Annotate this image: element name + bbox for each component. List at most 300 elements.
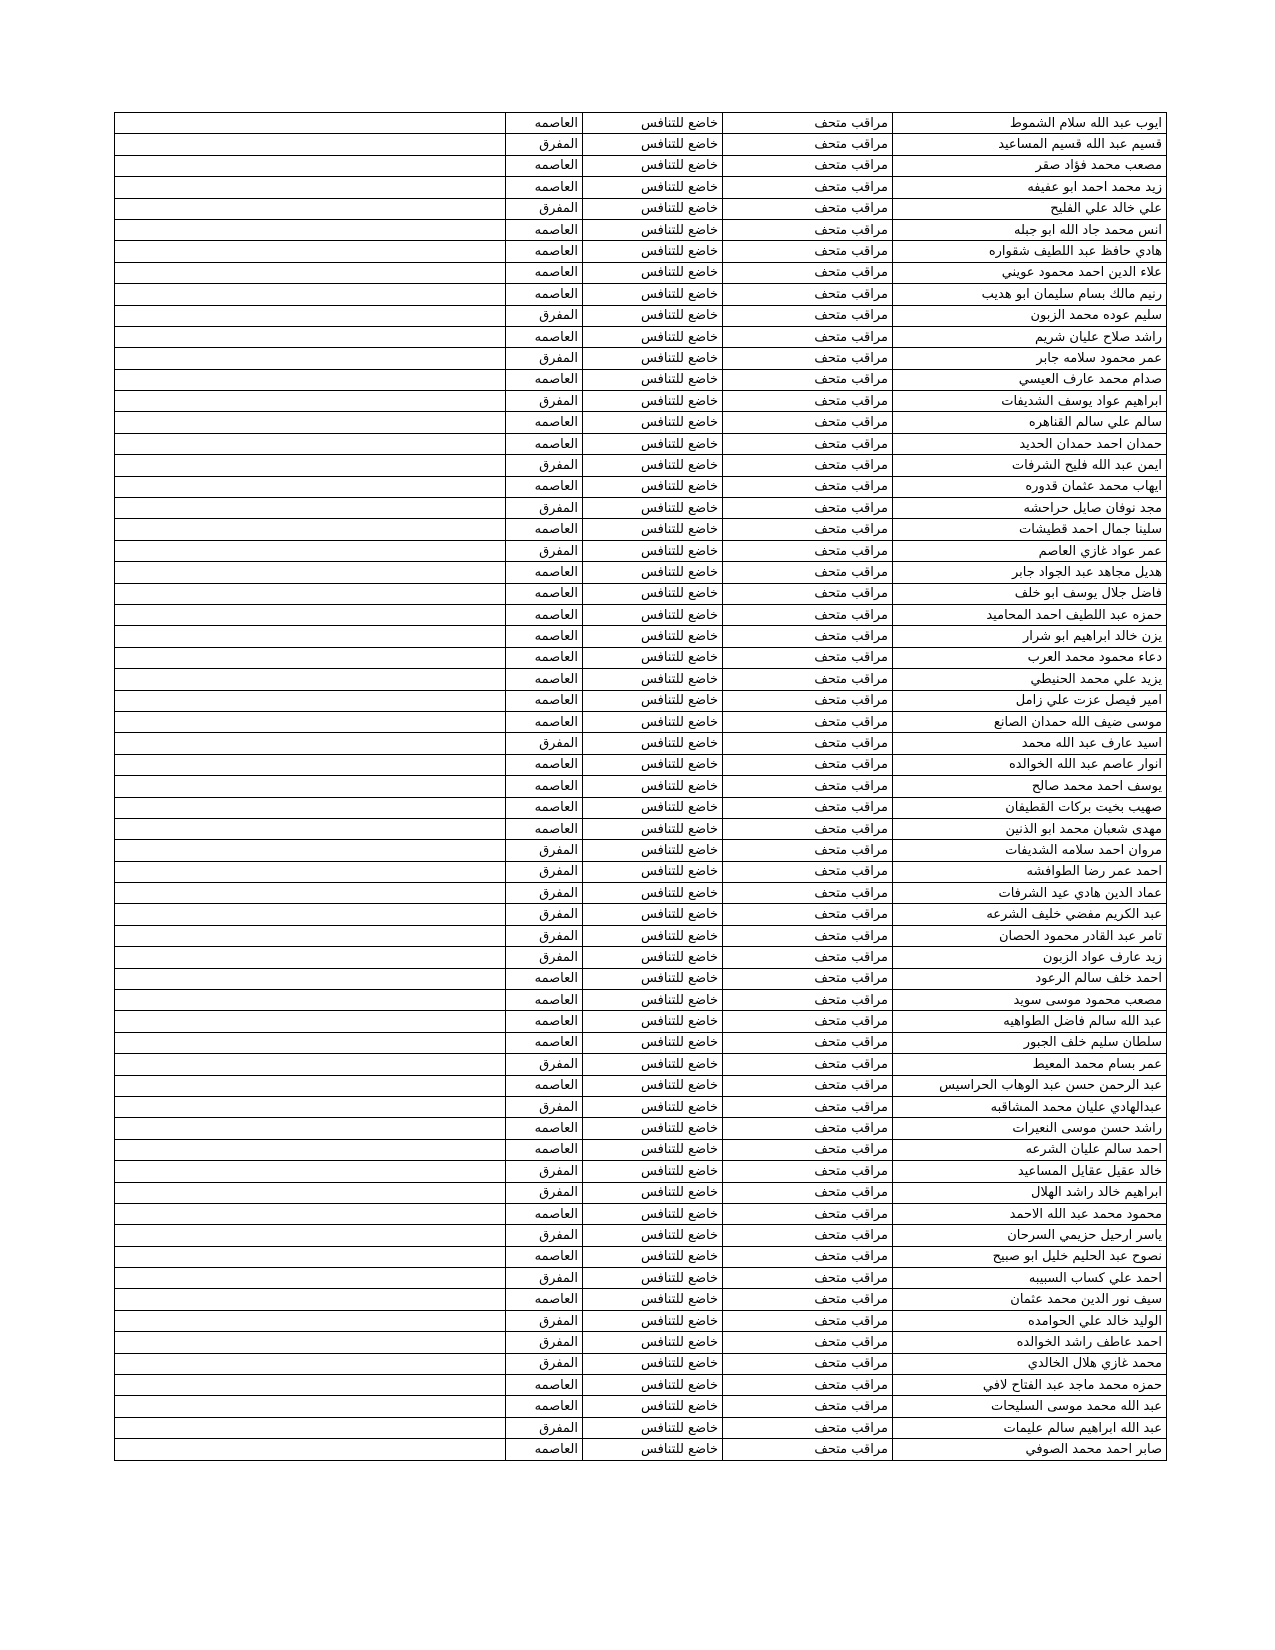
empty-cell (115, 1225, 506, 1246)
region-cell: العاصمه (506, 1375, 583, 1396)
table-row (115, 1161, 1167, 1182)
role-cell: مراقب متحف (723, 498, 893, 519)
table-row (115, 113, 1167, 134)
empty-cell (115, 904, 506, 925)
table-row (115, 177, 1167, 198)
table-row (115, 305, 1167, 326)
region-cell: العاصمه (506, 776, 583, 797)
region-cell: العاصمه (506, 1289, 583, 1310)
empty-cell (115, 113, 506, 134)
status-cell: خاضع للتنافس (583, 1096, 723, 1117)
role-cell: مراقب متحف (723, 412, 893, 433)
status-cell: خاضع للتنافس (583, 113, 723, 134)
role-cell: مراقب متحف (723, 155, 893, 176)
name-cell: عماد الدين هادي عيد الشرفات (893, 883, 1167, 904)
name-cell: صهيب بخيت بركات القطيفان (893, 797, 1167, 818)
role-cell: مراقب متحف (723, 262, 893, 283)
status-cell: خاضع للتنافس (583, 540, 723, 561)
table-row (115, 1075, 1167, 1096)
table-row (115, 433, 1167, 454)
status-cell: خاضع للتنافس (583, 369, 723, 390)
role-cell: مراقب متحف (723, 134, 893, 155)
status-cell: خاضع للتنافس (583, 155, 723, 176)
name-cell: سيف نور الدين محمد عثمان (893, 1289, 1167, 1310)
empty-cell (115, 690, 506, 711)
status-cell: خاضع للتنافس (583, 990, 723, 1011)
name-cell: صابر احمد محمد الصوفي (893, 1439, 1167, 1460)
role-cell: مراقب متحف (723, 883, 893, 904)
status-cell: خاضع للتنافس (583, 219, 723, 240)
name-cell: هديل مجاهد عبد الجواد جابر (893, 562, 1167, 583)
status-cell: خاضع للتنافس (583, 1203, 723, 1224)
name-cell: حمزه عبد اللطيف احمد المحاميد (893, 604, 1167, 625)
empty-cell (115, 498, 506, 519)
table-row (115, 219, 1167, 240)
table-row (115, 925, 1167, 946)
status-cell: خاضع للتنافس (583, 797, 723, 818)
status-cell: خاضع للتنافس (583, 647, 723, 668)
region-cell: العاصمه (506, 797, 583, 818)
name-cell: نصوح عبد الحليم خليل ابو صبيح (893, 1246, 1167, 1267)
status-cell: خاضع للتنافس (583, 861, 723, 882)
status-cell: خاضع للتنافس (583, 198, 723, 219)
region-cell: العاصمه (506, 219, 583, 240)
role-cell: مراقب متحف (723, 391, 893, 412)
empty-cell (115, 198, 506, 219)
region-cell: العاصمه (506, 604, 583, 625)
status-cell: خاضع للتنافس (583, 134, 723, 155)
name-cell: ايمن عبد الله فليح الشرفات (893, 455, 1167, 476)
table-row (115, 797, 1167, 818)
status-cell: خاضع للتنافس (583, 583, 723, 604)
role-cell: مراقب متحف (723, 647, 893, 668)
table-row (115, 604, 1167, 625)
region-cell: المفرق (506, 840, 583, 861)
empty-cell (115, 155, 506, 176)
status-cell: خاضع للتنافس (583, 669, 723, 690)
name-cell: عبدالهادي عليان محمد المشاقبه (893, 1096, 1167, 1117)
status-cell: خاضع للتنافس (583, 925, 723, 946)
role-cell: مراقب متحف (723, 733, 893, 754)
empty-cell (115, 562, 506, 583)
name-cell: عبد الله سالم فاضل الطواهيه (893, 1011, 1167, 1032)
empty-cell (115, 455, 506, 476)
table-row (115, 861, 1167, 882)
region-cell: العاصمه (506, 1246, 583, 1267)
role-cell: مراقب متحف (723, 925, 893, 946)
role-cell: مراقب متحف (723, 198, 893, 219)
name-cell: راشد حسن موسى النعيرات (893, 1118, 1167, 1139)
table-row (115, 1203, 1167, 1224)
role-cell: مراقب متحف (723, 348, 893, 369)
name-cell: حمدان احمد حمدان الحديد (893, 433, 1167, 454)
empty-cell (115, 391, 506, 412)
table-row (115, 498, 1167, 519)
status-cell: خاضع للتنافس (583, 1011, 723, 1032)
name-cell: علي خالد علي الفليح (893, 198, 1167, 219)
empty-cell (115, 134, 506, 155)
table-row (115, 1032, 1167, 1053)
table-row (115, 198, 1167, 219)
empty-cell (115, 883, 506, 904)
name-cell: راشد صلاح عليان شريم (893, 326, 1167, 347)
region-cell: العاصمه (506, 412, 583, 433)
region-cell: العاصمه (506, 113, 583, 134)
status-cell: خاضع للتنافس (583, 177, 723, 198)
status-cell: خاضع للتنافس (583, 498, 723, 519)
name-cell: عبد الله ابراهيم سالم عليمات (893, 1417, 1167, 1438)
empty-cell (115, 241, 506, 262)
region-cell: العاصمه (506, 647, 583, 668)
empty-cell (115, 968, 506, 989)
status-cell: خاضع للتنافس (583, 348, 723, 369)
status-cell: خاضع للتنافس (583, 968, 723, 989)
status-cell: خاضع للتنافس (583, 562, 723, 583)
name-cell: سلطان سليم خلف الجبور (893, 1032, 1167, 1053)
role-cell: مراقب متحف (723, 540, 893, 561)
region-cell: العاصمه (506, 690, 583, 711)
region-cell: المفرق (506, 391, 583, 412)
region-cell: المفرق (506, 1268, 583, 1289)
name-cell: انوار عاصم عبد الله الخوالده (893, 754, 1167, 775)
status-cell: خاضع للتنافس (583, 1396, 723, 1417)
table-row (115, 134, 1167, 155)
status-cell: خاضع للتنافس (583, 433, 723, 454)
empty-cell (115, 1203, 506, 1224)
region-cell: المفرق (506, 1353, 583, 1374)
table-row (115, 1439, 1167, 1460)
region-cell: المفرق (506, 947, 583, 968)
region-cell: المفرق (506, 733, 583, 754)
table-row (115, 711, 1167, 732)
empty-cell (115, 818, 506, 839)
empty-cell (115, 1032, 506, 1053)
name-cell: محمد غازي هلال الخالدي (893, 1353, 1167, 1374)
name-cell: احمد عمر رضا الطوافشه (893, 861, 1167, 882)
region-cell: المفرق (506, 1332, 583, 1353)
region-cell: العاصمه (506, 562, 583, 583)
name-cell: ابراهيم خالد راشد الهلال (893, 1182, 1167, 1203)
table-row (115, 1332, 1167, 1353)
role-cell: مراقب متحف (723, 113, 893, 134)
empty-cell (115, 1075, 506, 1096)
status-cell: خاضع للتنافس (583, 1353, 723, 1374)
status-cell: خاضع للتنافس (583, 476, 723, 497)
region-cell: العاصمه (506, 519, 583, 540)
region-cell: العاصمه (506, 1118, 583, 1139)
role-cell: مراقب متحف (723, 433, 893, 454)
region-cell: المفرق (506, 134, 583, 155)
table-row (115, 1011, 1167, 1032)
role-cell: مراقب متحف (723, 1289, 893, 1310)
table-row (115, 562, 1167, 583)
name-cell: مهدى شعبان محمد ابو الذنين (893, 818, 1167, 839)
table-row (115, 776, 1167, 797)
table-row (115, 1375, 1167, 1396)
name-cell: مجد نوفان صايل حراحشه (893, 498, 1167, 519)
role-cell: مراقب متحف (723, 1054, 893, 1075)
table-row (115, 968, 1167, 989)
role-cell: مراقب متحف (723, 1075, 893, 1096)
name-cell: احمد سالم عليان الشرعه (893, 1139, 1167, 1160)
empty-cell (115, 1289, 506, 1310)
status-cell: خاضع للتنافس (583, 1439, 723, 1460)
empty-cell (115, 1182, 506, 1203)
empty-cell (115, 647, 506, 668)
empty-cell (115, 1439, 506, 1460)
region-cell: العاصمه (506, 1203, 583, 1224)
status-cell: خاضع للتنافس (583, 626, 723, 647)
empty-cell (115, 219, 506, 240)
empty-cell (115, 1054, 506, 1075)
status-cell: خاضع للتنافس (583, 733, 723, 754)
table-row (115, 1096, 1167, 1117)
role-cell: مراقب متحف (723, 1203, 893, 1224)
candidates-table (114, 112, 1167, 1461)
name-cell: احمد عاطف راشد الخوالده (893, 1332, 1167, 1353)
status-cell: خاضع للتنافس (583, 1032, 723, 1053)
status-cell: خاضع للتنافس (583, 1332, 723, 1353)
table-row (115, 1139, 1167, 1160)
empty-cell (115, 925, 506, 946)
empty-cell (115, 1396, 506, 1417)
region-cell: المفرق (506, 1054, 583, 1075)
role-cell: مراقب متحف (723, 797, 893, 818)
empty-cell (115, 733, 506, 754)
region-cell: العاصمه (506, 262, 583, 283)
role-cell: مراقب متحف (723, 1439, 893, 1460)
table-row (115, 1246, 1167, 1267)
empty-cell (115, 776, 506, 797)
role-cell: مراقب متحف (723, 1417, 893, 1438)
status-cell: خاضع للتنافس (583, 284, 723, 305)
status-cell: خاضع للتنافس (583, 1268, 723, 1289)
empty-cell (115, 433, 506, 454)
status-cell: خاضع للتنافس (583, 519, 723, 540)
name-cell: ايهاب محمد عثمان قدوره (893, 476, 1167, 497)
status-cell: خاضع للتنافس (583, 1161, 723, 1182)
empty-cell (115, 284, 506, 305)
table-row (115, 1353, 1167, 1374)
status-cell: خاضع للتنافس (583, 711, 723, 732)
region-cell: المفرق (506, 540, 583, 561)
status-cell: خاضع للتنافس (583, 1375, 723, 1396)
empty-cell (115, 754, 506, 775)
role-cell: مراقب متحف (723, 818, 893, 839)
table-row (115, 1396, 1167, 1417)
name-cell: قسيم عبد الله قسيم المساعيد (893, 134, 1167, 155)
region-cell: العاصمه (506, 754, 583, 775)
role-cell: مراقب متحف (723, 968, 893, 989)
role-cell: مراقب متحف (723, 476, 893, 497)
region-cell: المفرق (506, 861, 583, 882)
role-cell: مراقب متحف (723, 1246, 893, 1267)
role-cell: مراقب متحف (723, 861, 893, 882)
status-cell: خاضع للتنافس (583, 1246, 723, 1267)
empty-cell (115, 305, 506, 326)
empty-cell (115, 1096, 506, 1117)
empty-cell (115, 947, 506, 968)
role-cell: مراقب متحف (723, 1118, 893, 1139)
role-cell: مراقب متحف (723, 1310, 893, 1331)
status-cell: خاضع للتنافس (583, 1139, 723, 1160)
role-cell: مراقب متحف (723, 604, 893, 625)
table-row (115, 690, 1167, 711)
table-row (115, 241, 1167, 262)
name-cell: محمود محمد عبد الله الاحمد (893, 1203, 1167, 1224)
name-cell: اسيد عارف عبد الله محمد (893, 733, 1167, 754)
empty-cell (115, 177, 506, 198)
name-cell: رنيم مالك بسام سليمان ابو هديب (893, 284, 1167, 305)
name-cell: حمزه محمد ماجد عبد الفتاح لافي (893, 1375, 1167, 1396)
name-cell: احمد خلف سالم الرعود (893, 968, 1167, 989)
table-row (115, 155, 1167, 176)
region-cell: المفرق (506, 1182, 583, 1203)
status-cell: خاضع للتنافس (583, 818, 723, 839)
name-cell: مروان احمد سلامه الشديفات (893, 840, 1167, 861)
name-cell: ياسر ارحيل حزيمي السرحان (893, 1225, 1167, 1246)
role-cell: مراقب متحف (723, 626, 893, 647)
region-cell: العاصمه (506, 583, 583, 604)
region-cell: المفرق (506, 904, 583, 925)
status-cell: خاضع للتنافس (583, 690, 723, 711)
empty-cell (115, 1268, 506, 1289)
status-cell: خاضع للتنافس (583, 326, 723, 347)
status-cell: خاضع للتنافس (583, 840, 723, 861)
role-cell: مراقب متحف (723, 1353, 893, 1374)
name-cell: عبد الكريم مفضي خليف الشرعه (893, 904, 1167, 925)
table-row (115, 1268, 1167, 1289)
region-cell: العاصمه (506, 626, 583, 647)
table-row (115, 1310, 1167, 1331)
name-cell: فاضل جلال يوسف ابو خلف (893, 583, 1167, 604)
region-cell: المفرق (506, 498, 583, 519)
table-row (115, 904, 1167, 925)
empty-cell (115, 1011, 506, 1032)
role-cell: مراقب متحف (723, 177, 893, 198)
region-cell: العاصمه (506, 155, 583, 176)
table-row (115, 840, 1167, 861)
status-cell: خاضع للتنافس (583, 1310, 723, 1331)
status-cell: خاضع للتنافس (583, 947, 723, 968)
table-row (115, 1182, 1167, 1203)
name-cell: عبد الرحمن حسن عبد الوهاب الحراسيس (893, 1075, 1167, 1096)
name-cell: عمر محمود سلامه جابر (893, 348, 1167, 369)
empty-cell (115, 348, 506, 369)
table-row (115, 369, 1167, 390)
table-row (115, 1289, 1167, 1310)
region-cell: العاصمه (506, 284, 583, 305)
table-row (115, 519, 1167, 540)
table-row (115, 733, 1167, 754)
table-row (115, 647, 1167, 668)
empty-cell (115, 840, 506, 861)
region-cell: المفرق (506, 1310, 583, 1331)
region-cell: المفرق (506, 455, 583, 476)
region-cell: العاصمه (506, 990, 583, 1011)
name-cell: عبد الله محمد موسى السليحات (893, 1396, 1167, 1417)
table-row (115, 284, 1167, 305)
table-row (115, 626, 1167, 647)
role-cell: مراقب متحف (723, 1268, 893, 1289)
region-cell: العاصمه (506, 1075, 583, 1096)
status-cell: خاضع للتنافس (583, 904, 723, 925)
role-cell: مراقب متحف (723, 1011, 893, 1032)
empty-cell (115, 711, 506, 732)
empty-cell (115, 1417, 506, 1438)
region-cell: العاصمه (506, 1439, 583, 1460)
empty-cell (115, 412, 506, 433)
region-cell: العاصمه (506, 177, 583, 198)
empty-cell (115, 1161, 506, 1182)
region-cell: العاصمه (506, 1139, 583, 1160)
region-cell: العاصمه (506, 1032, 583, 1053)
empty-cell (115, 1139, 506, 1160)
candidates-table-body (115, 113, 1167, 1461)
role-cell: مراقب متحف (723, 326, 893, 347)
role-cell: مراقب متحف (723, 369, 893, 390)
region-cell: المفرق (506, 198, 583, 219)
table-row (115, 326, 1167, 347)
role-cell: مراقب متحف (723, 690, 893, 711)
region-cell: العاصمه (506, 711, 583, 732)
region-cell: العاصمه (506, 669, 583, 690)
name-cell: ابراهيم عواد يوسف الشديفات (893, 391, 1167, 412)
status-cell: خاضع للتنافس (583, 604, 723, 625)
empty-cell (115, 604, 506, 625)
name-cell: انس محمد جاد الله ابو جبله (893, 219, 1167, 240)
status-cell: خاضع للتنافس (583, 1225, 723, 1246)
empty-cell (115, 861, 506, 882)
role-cell: مراقب متحف (723, 241, 893, 262)
status-cell: خاضع للتنافس (583, 1289, 723, 1310)
role-cell: مراقب متحف (723, 669, 893, 690)
role-cell: مراقب متحف (723, 990, 893, 1011)
role-cell: مراقب متحف (723, 519, 893, 540)
role-cell: مراقب متحف (723, 754, 893, 775)
role-cell: مراقب متحف (723, 583, 893, 604)
empty-cell (115, 990, 506, 1011)
table-row (115, 455, 1167, 476)
table-row (115, 391, 1167, 412)
status-cell: خاضع للتنافس (583, 305, 723, 326)
role-cell: مراقب متحف (723, 1225, 893, 1246)
table-row (115, 669, 1167, 690)
table-row (115, 583, 1167, 604)
name-cell: سلينا جمال احمد قطيشات (893, 519, 1167, 540)
role-cell: مراقب متحف (723, 305, 893, 326)
region-cell: العاصمه (506, 326, 583, 347)
status-cell: خاضع للتنافس (583, 455, 723, 476)
name-cell: خالد عقيل عقايل المساعيد (893, 1161, 1167, 1182)
status-cell: خاضع للتنافس (583, 754, 723, 775)
role-cell: مراقب متحف (723, 840, 893, 861)
name-cell: علاء الدين احمد محمود عويني (893, 262, 1167, 283)
name-cell: عمر بسام محمد المعيط (893, 1054, 1167, 1075)
name-cell: زيد عارف عواد الزبون (893, 947, 1167, 968)
region-cell: العاصمه (506, 1011, 583, 1032)
table-row (115, 754, 1167, 775)
empty-cell (115, 262, 506, 283)
region-cell: العاصمه (506, 968, 583, 989)
table-row (115, 348, 1167, 369)
region-cell: العاصمه (506, 369, 583, 390)
region-cell: المفرق (506, 883, 583, 904)
empty-cell (115, 626, 506, 647)
status-cell: خاضع للتنافس (583, 883, 723, 904)
name-cell: ايوب عبد الله سلام الشموط (893, 113, 1167, 134)
empty-cell (115, 476, 506, 497)
